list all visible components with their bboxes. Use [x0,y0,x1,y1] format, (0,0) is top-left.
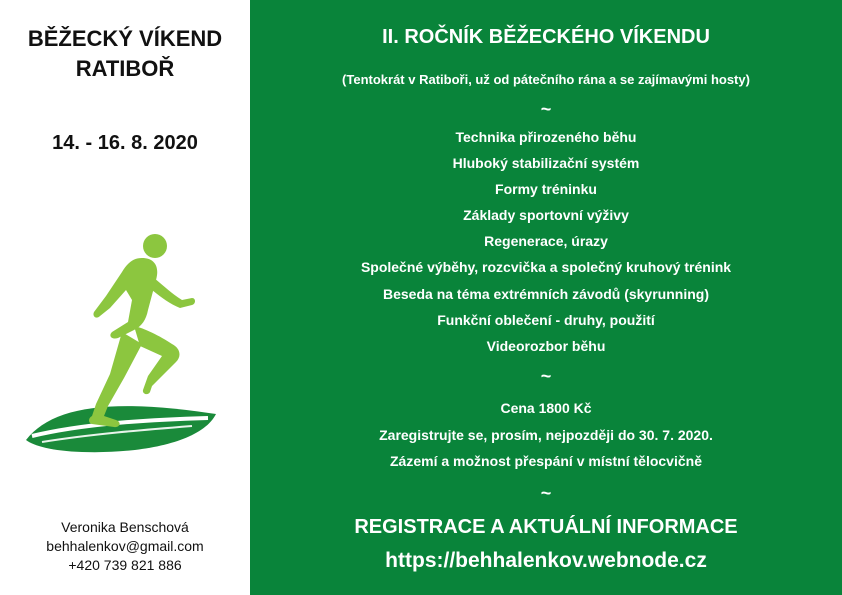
program-heading: II. ROČNÍK BĚŽECKÉHO VÍKENDU [382,26,710,48]
runner-figure [89,234,195,427]
event-title-line-2: RATIBOŘ [75,56,175,81]
contact-email[interactable]: behhalenkov@gmail.com [46,538,204,554]
contact-phone[interactable]: +420 739 821 886 [68,557,182,573]
topic-list [250,128,842,363]
topic-item: Technika přirozeného běhu [455,129,637,145]
tilde-separator-3: ~ [540,483,552,503]
topic-item: Beseda na téma extrémních závodů (skyrunning) [383,285,709,302]
tilde-separator-2: ~ [540,366,552,386]
topic-item: Regenerace, úrazy [484,233,608,250]
topic-item: Funkční oblečení - druhy, použití [437,311,655,328]
topic-item: Formy tréninku [495,181,597,198]
program-subtitle: (Tentokrát v Ratiboři, už od pátečního rána a se zajímavými hosty) [342,72,750,87]
registration-link[interactable]: https://behhalenkov.webnode.cz [385,549,707,572]
contact-info [0,518,250,575]
registration-heading: REGISTRACE A AKTUÁLNÍ INFORMACE [354,516,738,538]
registration-deadline-line: Zaregistrujte se, prosím, nejpozději do 30. 7. 2020. [379,426,713,443]
leaf-shape [26,406,216,452]
event-dates: 14. - 16. 8. 2020 [52,132,198,154]
event-title-line-1: BĚŽECKÝ VÍKEND [27,26,223,51]
price-line: Cena 1800 Kč [500,400,592,416]
topic-item: Základy sportovní výživy [463,207,629,224]
info-list [250,399,842,479]
event-title [0,24,250,84]
runner-on-leaf-icon [22,228,222,454]
contact-name: Veronika Benschová [61,519,189,535]
right-panel [250,0,842,595]
accommodation-line: Zázemí a možnost přespání v místní tělocvičně [390,453,702,469]
topic-item: Hluboký stabilizační systém [452,155,640,172]
topic-item: Videorozbor běhu [486,337,606,354]
tilde-separator-1: ~ [540,99,552,119]
left-panel [0,0,250,595]
topic-item: Společné výběhy, rozcvička a společný kruhový trénink [360,259,732,276]
